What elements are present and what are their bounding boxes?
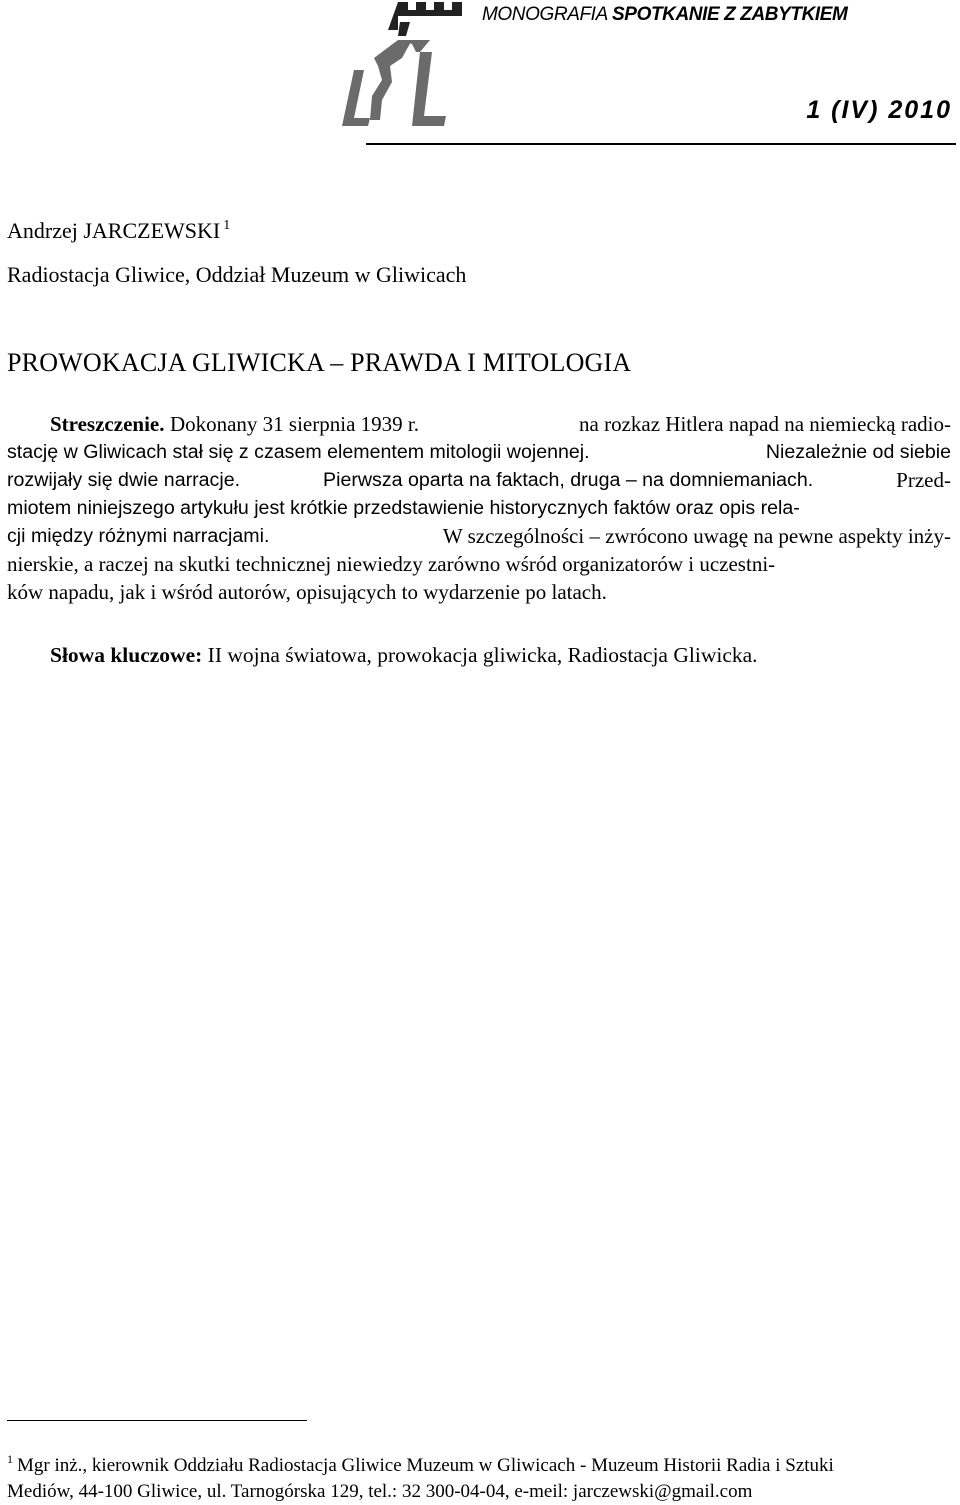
footnote-line xyxy=(7,1479,957,1505)
abstract-line xyxy=(7,410,951,438)
abstract-text: rozwijały się dwie narracje. xyxy=(7,469,241,491)
issue-number: 1 (IV) 2010 xyxy=(806,96,952,124)
author-footnote-mark: 1 xyxy=(223,218,231,233)
footnote-rule xyxy=(7,1420,307,1421)
abstract-text: miotem niniejszego artykułu jest krótkie przedstawienie historycznych faktów oraz opis rela- xyxy=(7,497,800,519)
abstract-text: Pierwsza oparta na faktach, druga – na domniemaniach. xyxy=(323,469,814,491)
abstract-text: nierskie, a raczej na skutki technicznej niewiedzy zarówno wśród organizatorów i uczestni- xyxy=(7,552,776,576)
series-bold: SPOTKANIE Z ZABYTKIEM xyxy=(612,4,848,25)
journal-logo xyxy=(340,0,480,130)
abstract-line xyxy=(7,438,951,466)
abstract-line xyxy=(7,550,951,578)
footnote-text: Mgr inż., kierownik Oddziału Radiostacja Gliwice Muzeum w Gliwicach - Muzeum Historii Radia i Sztuki xyxy=(17,1455,834,1476)
logo-l-shape xyxy=(412,52,446,126)
abstract-text: ków napadu, jak i wśród autorów, opisujących to wydarzenie po latach. xyxy=(7,580,607,604)
logo-s-base xyxy=(342,70,370,126)
keywords xyxy=(50,643,758,668)
abstract-text: Dokonany 31 sierpnia 1939 r. xyxy=(169,412,419,436)
journal-series xyxy=(482,4,847,26)
footnote xyxy=(7,1446,957,1505)
author-name: Andrzej JARCZEWSKI xyxy=(7,218,221,243)
footnote-text: Mediów, 44-100 Gliwice, ul. Tarnogórska 129, tel.: 32 300-04-04, e-meil: jarczewski@gmail.com xyxy=(7,1481,753,1502)
abstract-text: W szczególności – zwrócono uwagę na pewne aspekty inży- xyxy=(442,524,951,548)
abstract-line xyxy=(7,522,951,550)
footnote-line xyxy=(7,1446,957,1479)
abstract-text: Przed- xyxy=(896,468,951,492)
abstract xyxy=(7,410,951,606)
abstract-label: Streszczenie. xyxy=(50,412,165,436)
keywords-label: Słowa kluczowe: xyxy=(50,643,203,667)
abstract-line xyxy=(7,466,951,494)
abstract-text: na rozkaz Hitlera napad na niemiecką radio- xyxy=(579,412,951,436)
article-title: PROWOKACJA GLIWICKA – PRAWDA I MITOLOGIA xyxy=(7,348,632,377)
footnote-mark: 1 xyxy=(7,1452,13,1466)
logo-battlement xyxy=(388,2,462,30)
logo-black-stroke xyxy=(398,22,410,36)
abstract-text: Niezależnie od siebie xyxy=(765,441,951,463)
author-line xyxy=(7,218,230,244)
logo-s-shape xyxy=(370,40,412,120)
abstract-line xyxy=(7,578,951,606)
series-italic: MONOGRAFIA xyxy=(482,4,608,25)
abstract-line xyxy=(7,494,951,522)
abstract-text: stację w Gliwicach stał się z czasem elementem mitologii wojennej. xyxy=(7,441,590,463)
header-rule xyxy=(366,143,956,145)
abstract-text: cji między różnymi narracjami. xyxy=(7,525,270,547)
keywords-text: II wojna światowa, prowokacja gliwicka, Radiostacja Gliwicka. xyxy=(207,643,758,667)
author-affiliation: Radiostacja Gliwice, Oddział Muzeum w Gliwicach xyxy=(7,262,467,287)
